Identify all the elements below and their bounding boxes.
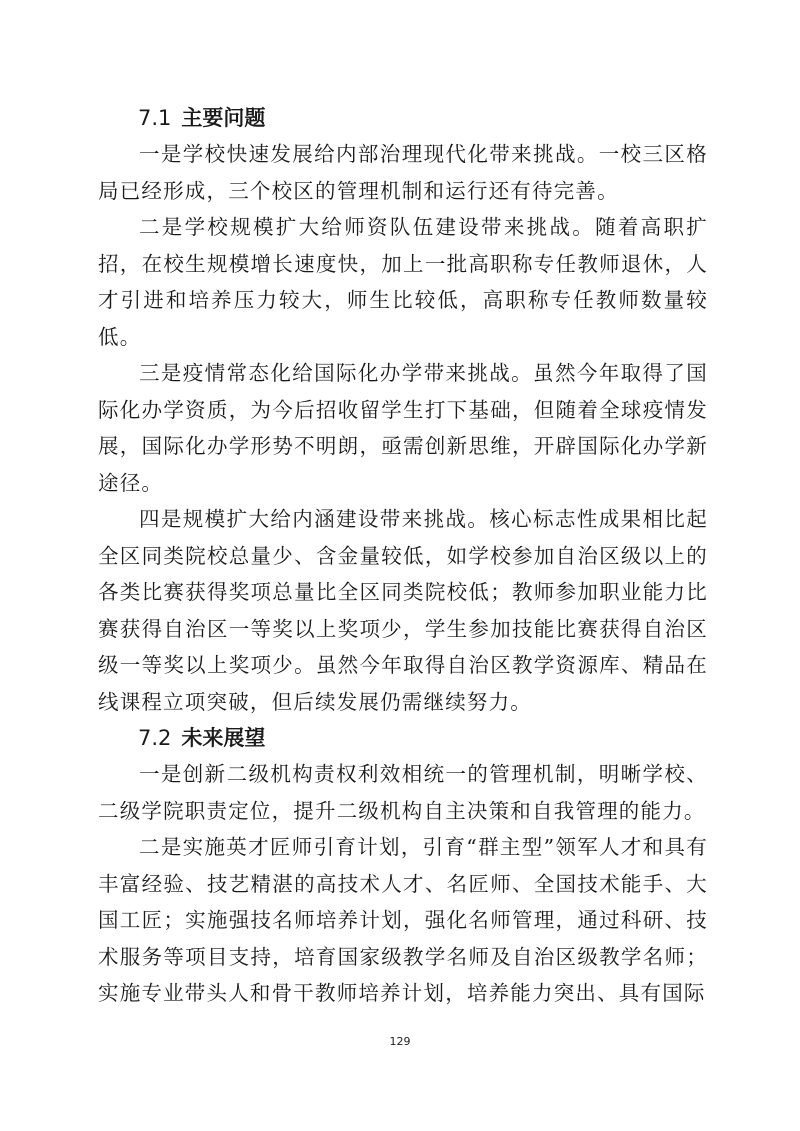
paragraph: 三是疫情常态化给国际化办学带来挑战。虽然今年取得了国际化办学资质，为今后招收留学生打下基础，但随着全球疫情发展，国际化办学形势不明朗，亟需创新思维，开辟国际化办学新途径。 [98,361,708,495]
paragraph: 四是规模扩大给内涵建设带来挑战。核心标志性成果相比起全区同类院校总量少、含金量较低，如学校参加自治区级以上的各类比赛获得奖项总量比全区同类院校低；教师参加职业能力比赛获得自治区一等奖以上奖项少，学生参加技能比赛获得自治区级一等奖以上奖项少。虽然今年取得自治区教学资源库、精品在线课程立项突破，但后续发展仍需继续努力。 [98,507,708,714]
section-number: 7.2 [138,726,172,750]
paragraph: 二是实施英才匠师引育计划，引育“群主型”领军人才和具有丰富经验、技艺精湛的高技术人才、名匠师、全国技术能手、大国工匠；实施强技名师培养计划，强化名师管理，通过科研、技术服务等项目支持，培育国家级教学名师及自治区级教学名师；实施专业带头人和骨干教师培养计划，培养能力突出、具有国际 [98,835,708,1005]
section-number: 7.1 [138,106,172,130]
section-title: 未来展望 [181,726,266,750]
page-number: 129 [389,1035,411,1048]
section-heading-7-1 [138,100,708,136]
paragraph: 一是学校快速发展给内部治理现代化带来挑战。一校三区格局已经形成，三个校区的管理机制和运行还有待完善。 [98,142,708,203]
document-body [98,100,708,1012]
section-title: 主要问题 [181,106,266,130]
section-heading-7-2 [138,720,708,756]
paragraph: 一是创新二级机构责权利效相统一的管理机制，明晰学校、二级学院职责定位，提升二级机构自主决策和自我管理的能力。 [98,762,708,823]
paragraph: 二是学校规模扩大给师资队伍建设带来挑战。随着高职扩招，在校生规模增长速度快，加上一批高职称专任教师退休，人才引进和培养压力较大，师生比较低，高职称专任教师数量较低。 [98,215,708,349]
